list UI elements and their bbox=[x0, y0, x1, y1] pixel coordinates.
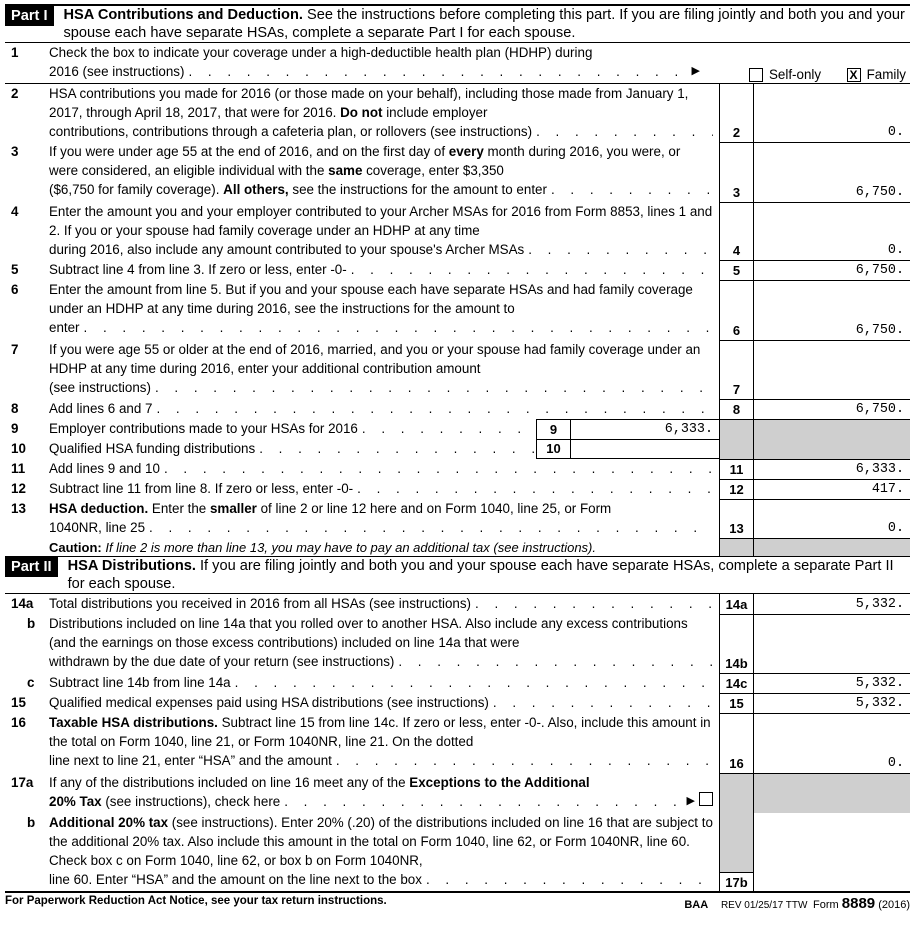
self-only-checkbox[interactable] bbox=[749, 68, 763, 82]
part2-badge: Part II bbox=[5, 557, 58, 577]
line-13-box-label: 13 bbox=[719, 499, 753, 538]
line-15: 15 Qualified medical expenses paid using HSA distributions (see instructions) . . . 15 5,332. bbox=[5, 693, 910, 713]
line-14c-box-label: 14c bbox=[719, 673, 753, 693]
line-16-amount[interactable]: 0. bbox=[753, 713, 910, 773]
line-15-amount[interactable]: 5,332. bbox=[753, 693, 910, 713]
line-3: 3 If you were under age 55 at the end of 2016, and on the first day of every month during 2016, you were, or were considered, an eligible individual with the same coverage, enter $3,350 ($6,750 for family coverage). All others, see the instructions for the amount to enter . . . 3 6,750. bbox=[5, 142, 910, 202]
line-6: 6 Enter the amount from line 5. But if you and your spouse each have separate HSAs and had family coverage under an HDHP at any time during 2016, see the instructions for the amount to enter . . . 6 6,750. bbox=[5, 280, 910, 340]
form-number: 8889 bbox=[841, 895, 876, 912]
part2-intro: If you are filing jointly and both you and your spouse each have separate HSAs, complete a separate Part II for each spouse. bbox=[67, 558, 894, 592]
line-text: Check the box to indicate your coverage under a high-deductible health plan (HDHP) during bbox=[49, 45, 593, 60]
line-10-box-label: 10 bbox=[536, 439, 570, 458]
line-11: 11 Add lines 9 and 10 . . . 11 6,333. bbox=[5, 459, 910, 479]
line-5-amount[interactable]: 6,750. bbox=[753, 260, 910, 280]
caution-text: Caution: If line 2 is more than line 13, you may have to pay an additional tax (see instructions). bbox=[49, 540, 596, 555]
arrow-right-icon: ▶ bbox=[686, 795, 695, 807]
line-2: 2 HSA contributions you made for 2016 (or those made on your behalf), including those made from January 1, 2017, through April 18, 2017, that were for 2016. Do not include employer contributions, contributions through a cafeteria plan, or rollovers (see instructions) . . . 2 0. bbox=[5, 83, 910, 142]
line-14a-box-label: 14a bbox=[719, 594, 753, 614]
form-8889 bbox=[5, 4, 910, 912]
part1-intro: See the instructions before completing this part. If you are filing jointly and both you and your spouse each have separate HSAs, complete a separate Part I for each spouse. bbox=[63, 7, 905, 41]
line-10: 10 Qualified HSA funding distributions . . . 10 bbox=[5, 439, 910, 459]
line-11-amount[interactable]: 6,333. bbox=[753, 459, 910, 479]
line-15-box-label: 15 bbox=[719, 693, 753, 713]
line-14c-amount[interactable]: 5,332. bbox=[753, 673, 910, 693]
line-9: 9 Employer contributions made to your HSAs for 2016 . . . 9 6,333. bbox=[5, 419, 910, 439]
line-10-amount[interactable] bbox=[570, 439, 719, 458]
line-17b: b Additional 20% tax (see instructions). Enter 20% (.20) of the distributions included on line 16 that are subject to the additional 20% tax. Also include this amount in the total on Form 1040, line 62, or Form 1040NR, line 60. Check box c on Form 1040, line 62, or box b on Form 1040NR, line 60. Enter “HSA” and the amount on the line next to the box . . . 17b bbox=[5, 813, 910, 891]
line-3-box-label: 3 bbox=[719, 142, 753, 202]
line-5: 5 Subtract line 4 from line 3. If zero or less, enter -0- . . . 5 6,750. bbox=[5, 260, 910, 280]
line-12: 12 Subtract line 11 from line 8. If zero or less, enter -0- . . . 12 417. bbox=[5, 479, 910, 499]
exceptions-checkbox[interactable] bbox=[699, 792, 713, 806]
line-4: 4 Enter the amount you and your employer contributed to your Archer MSAs for 2016 from Form 8853, lines 1 and 2. If you or your spouse had family coverage under an HDHP at any time during 2016, also include any amount contributed to your spouse's Archer MSAs . . . 4 0. bbox=[5, 202, 910, 260]
line-14b: b Distributions included on line 14a that you rolled over to another HSA. Also include any excess contributions (and the earnings on those excess contributions) included on line 14a that were withdrawn by the due date of your return (see instructions) . . . 14b bbox=[5, 614, 910, 673]
part1-header bbox=[5, 4, 910, 43]
self-only-label: Self-only bbox=[768, 67, 822, 82]
line-13-amount[interactable]: 0. bbox=[753, 499, 910, 538]
line-17a: 17a If any of the distributions included on line 16 meet any of the Exceptions to the Additional 20% Tax (see instructions), check here . . . ▶ bbox=[5, 773, 910, 813]
family-checkbox[interactable]: X bbox=[847, 68, 861, 82]
line-14a-amount[interactable]: 5,332. bbox=[753, 594, 910, 614]
line-8: 8 Add lines 6 and 7 . . . 8 6,750. bbox=[5, 399, 910, 419]
line-12-amount[interactable]: 417. bbox=[753, 479, 910, 499]
line-6-amount[interactable]: 6,750. bbox=[753, 280, 910, 340]
revision-label: REV 01/25/17 TTW bbox=[720, 900, 808, 911]
line-5-box-label: 5 bbox=[719, 260, 753, 280]
line-11-box-label: 11 bbox=[719, 459, 753, 479]
line-7-box-label: 7 bbox=[719, 340, 753, 399]
line-7: 7 If you were age 55 or older at the end of 2016, married, and you or your spouse had family coverage under an HDHP at any time during 2016, enter your additional contribution amount (see instructions) . . . 7 bbox=[5, 340, 910, 399]
part1-title: HSA Contributions and Deduction. bbox=[63, 7, 303, 23]
line-3-amount[interactable]: 6,750. bbox=[753, 142, 910, 202]
line-9-amount[interactable]: 6,333. bbox=[570, 419, 719, 439]
line-4-box-label: 4 bbox=[719, 202, 753, 260]
line-17b-box-label: 17b bbox=[720, 872, 753, 891]
line-8-amount[interactable]: 6,750. bbox=[753, 399, 910, 419]
line-14a: 14a Total distributions you received in 2016 from all HSAs (see instructions) . . . 14a 5,332. bbox=[5, 594, 910, 614]
line-16: 16 Taxable HSA distributions. Subtract line 15 from line 14c. If zero or less, enter -0-. Also, include this amount in the total on Form 1040, line 21, or Form 1040NR, line 21. On the dotted line next to line 21, enter “HSA” and the amount . . . 16 0. bbox=[5, 713, 910, 773]
line-2-box-label: 2 bbox=[719, 84, 753, 142]
part2-header bbox=[5, 556, 910, 594]
line-12-box-label: 12 bbox=[719, 479, 753, 499]
line-1: 1 Check the box to indicate your coverage under a high-deductible health plan (HDHP) during 2016 (see instructions) . . . ▶ Self-only X Family bbox=[5, 43, 910, 83]
line-8-box-label: 8 bbox=[719, 399, 753, 419]
family-label: Family bbox=[866, 67, 906, 82]
line-14b-amount[interactable] bbox=[753, 614, 910, 673]
line-6-box-label: 6 bbox=[719, 280, 753, 340]
line-number: 1 bbox=[11, 45, 19, 60]
baa-label: BAA bbox=[684, 899, 709, 911]
part1-badge: Part I bbox=[5, 6, 54, 26]
line-9-box-label: 9 bbox=[536, 419, 570, 439]
line-7-amount[interactable] bbox=[753, 340, 910, 399]
line-14b-box-label: 14b bbox=[719, 614, 753, 673]
line-14c: c Subtract line 14b from line 14a . . . 14c 5,332. bbox=[5, 673, 910, 693]
line-13: 13 HSA deduction. Enter the smaller of line 2 or line 12 here and on Form 1040, line 25, or Form 1040NR, line 25 . . . 13 0. bbox=[5, 499, 910, 538]
paperwork-notice: For Paperwork Reduction Act Notice, see your tax return instructions. bbox=[5, 895, 387, 907]
line-4-amount[interactable]: 0. bbox=[753, 202, 910, 260]
form-footer: For Paperwork Reduction Act Notice, see your tax return instructions. BAA REV 01/25/17 TTW Form 8889 (2016) bbox=[5, 891, 910, 912]
line-17b-amount[interactable] bbox=[753, 813, 910, 891]
part2-title: HSA Distributions. bbox=[67, 558, 196, 574]
arrow-right-icon: ▶ bbox=[691, 65, 700, 77]
caution-row bbox=[5, 538, 910, 556]
line-16-box-label: 16 bbox=[719, 713, 753, 773]
line-2-amount[interactable]: 0. bbox=[753, 84, 910, 142]
